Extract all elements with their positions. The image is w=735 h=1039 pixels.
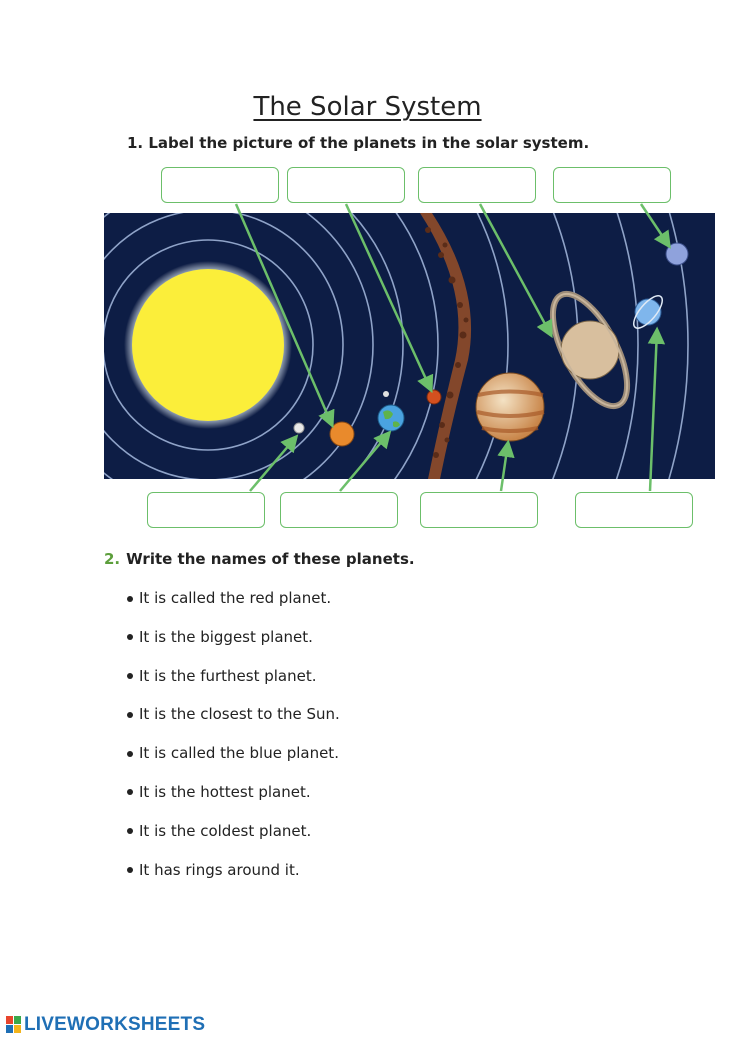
fact-item: It is the hottest planet. <box>127 782 340 821</box>
planet-earth <box>378 405 404 431</box>
fact-item: It has rings around it. <box>127 860 340 899</box>
liveworksheets-brand: LIVEWORKSHEETS <box>24 1014 206 1035</box>
bullet-icon <box>127 751 133 757</box>
bullet-icon <box>127 634 133 640</box>
footer-logo[interactable] <box>6 1014 205 1036</box>
bullet-icon <box>127 789 133 795</box>
moon <box>383 391 389 397</box>
answer-box-bottom-4[interactable] <box>575 492 693 528</box>
bullet-icon <box>127 867 133 873</box>
planet-neptune <box>666 243 688 265</box>
answer-box-bottom-3[interactable] <box>420 492 538 528</box>
liveworksheets-logo-icon <box>6 1016 22 1034</box>
bullet-icon <box>127 673 133 679</box>
fact-item: It is called the red planet. <box>127 588 340 627</box>
fact-item: It is the closest to the Sun. <box>127 704 340 743</box>
question-2-text: Write the names of these planets. <box>126 550 415 568</box>
planet-mars <box>427 390 441 404</box>
planet-mercury <box>294 423 304 433</box>
planet-venus <box>330 422 354 446</box>
answer-box-top-3[interactable] <box>418 167 536 203</box>
bullet-icon <box>127 596 133 602</box>
fact-item: It is the furthest planet. <box>127 666 340 705</box>
bullet-icon <box>127 712 133 718</box>
fact-item: It is called the blue planet. <box>127 743 340 782</box>
question-1: 1. Label the picture of the planets in the solar system. <box>127 134 590 152</box>
fact-item: It is the coldest planet. <box>127 821 340 860</box>
sun-core <box>132 269 284 421</box>
answer-box-top-1[interactable] <box>161 167 279 203</box>
question-2 <box>104 550 415 568</box>
answer-box-bottom-1[interactable] <box>147 492 265 528</box>
answer-box-bottom-2[interactable] <box>280 492 398 528</box>
fact-item: It is the biggest planet. <box>127 627 340 666</box>
page-title: The Solar System <box>253 92 482 122</box>
question-2-number: 2. <box>104 550 121 568</box>
fact-list <box>127 588 340 898</box>
answer-box-top-2[interactable] <box>287 167 405 203</box>
bullet-icon <box>127 828 133 834</box>
answer-box-top-4[interactable] <box>553 167 671 203</box>
